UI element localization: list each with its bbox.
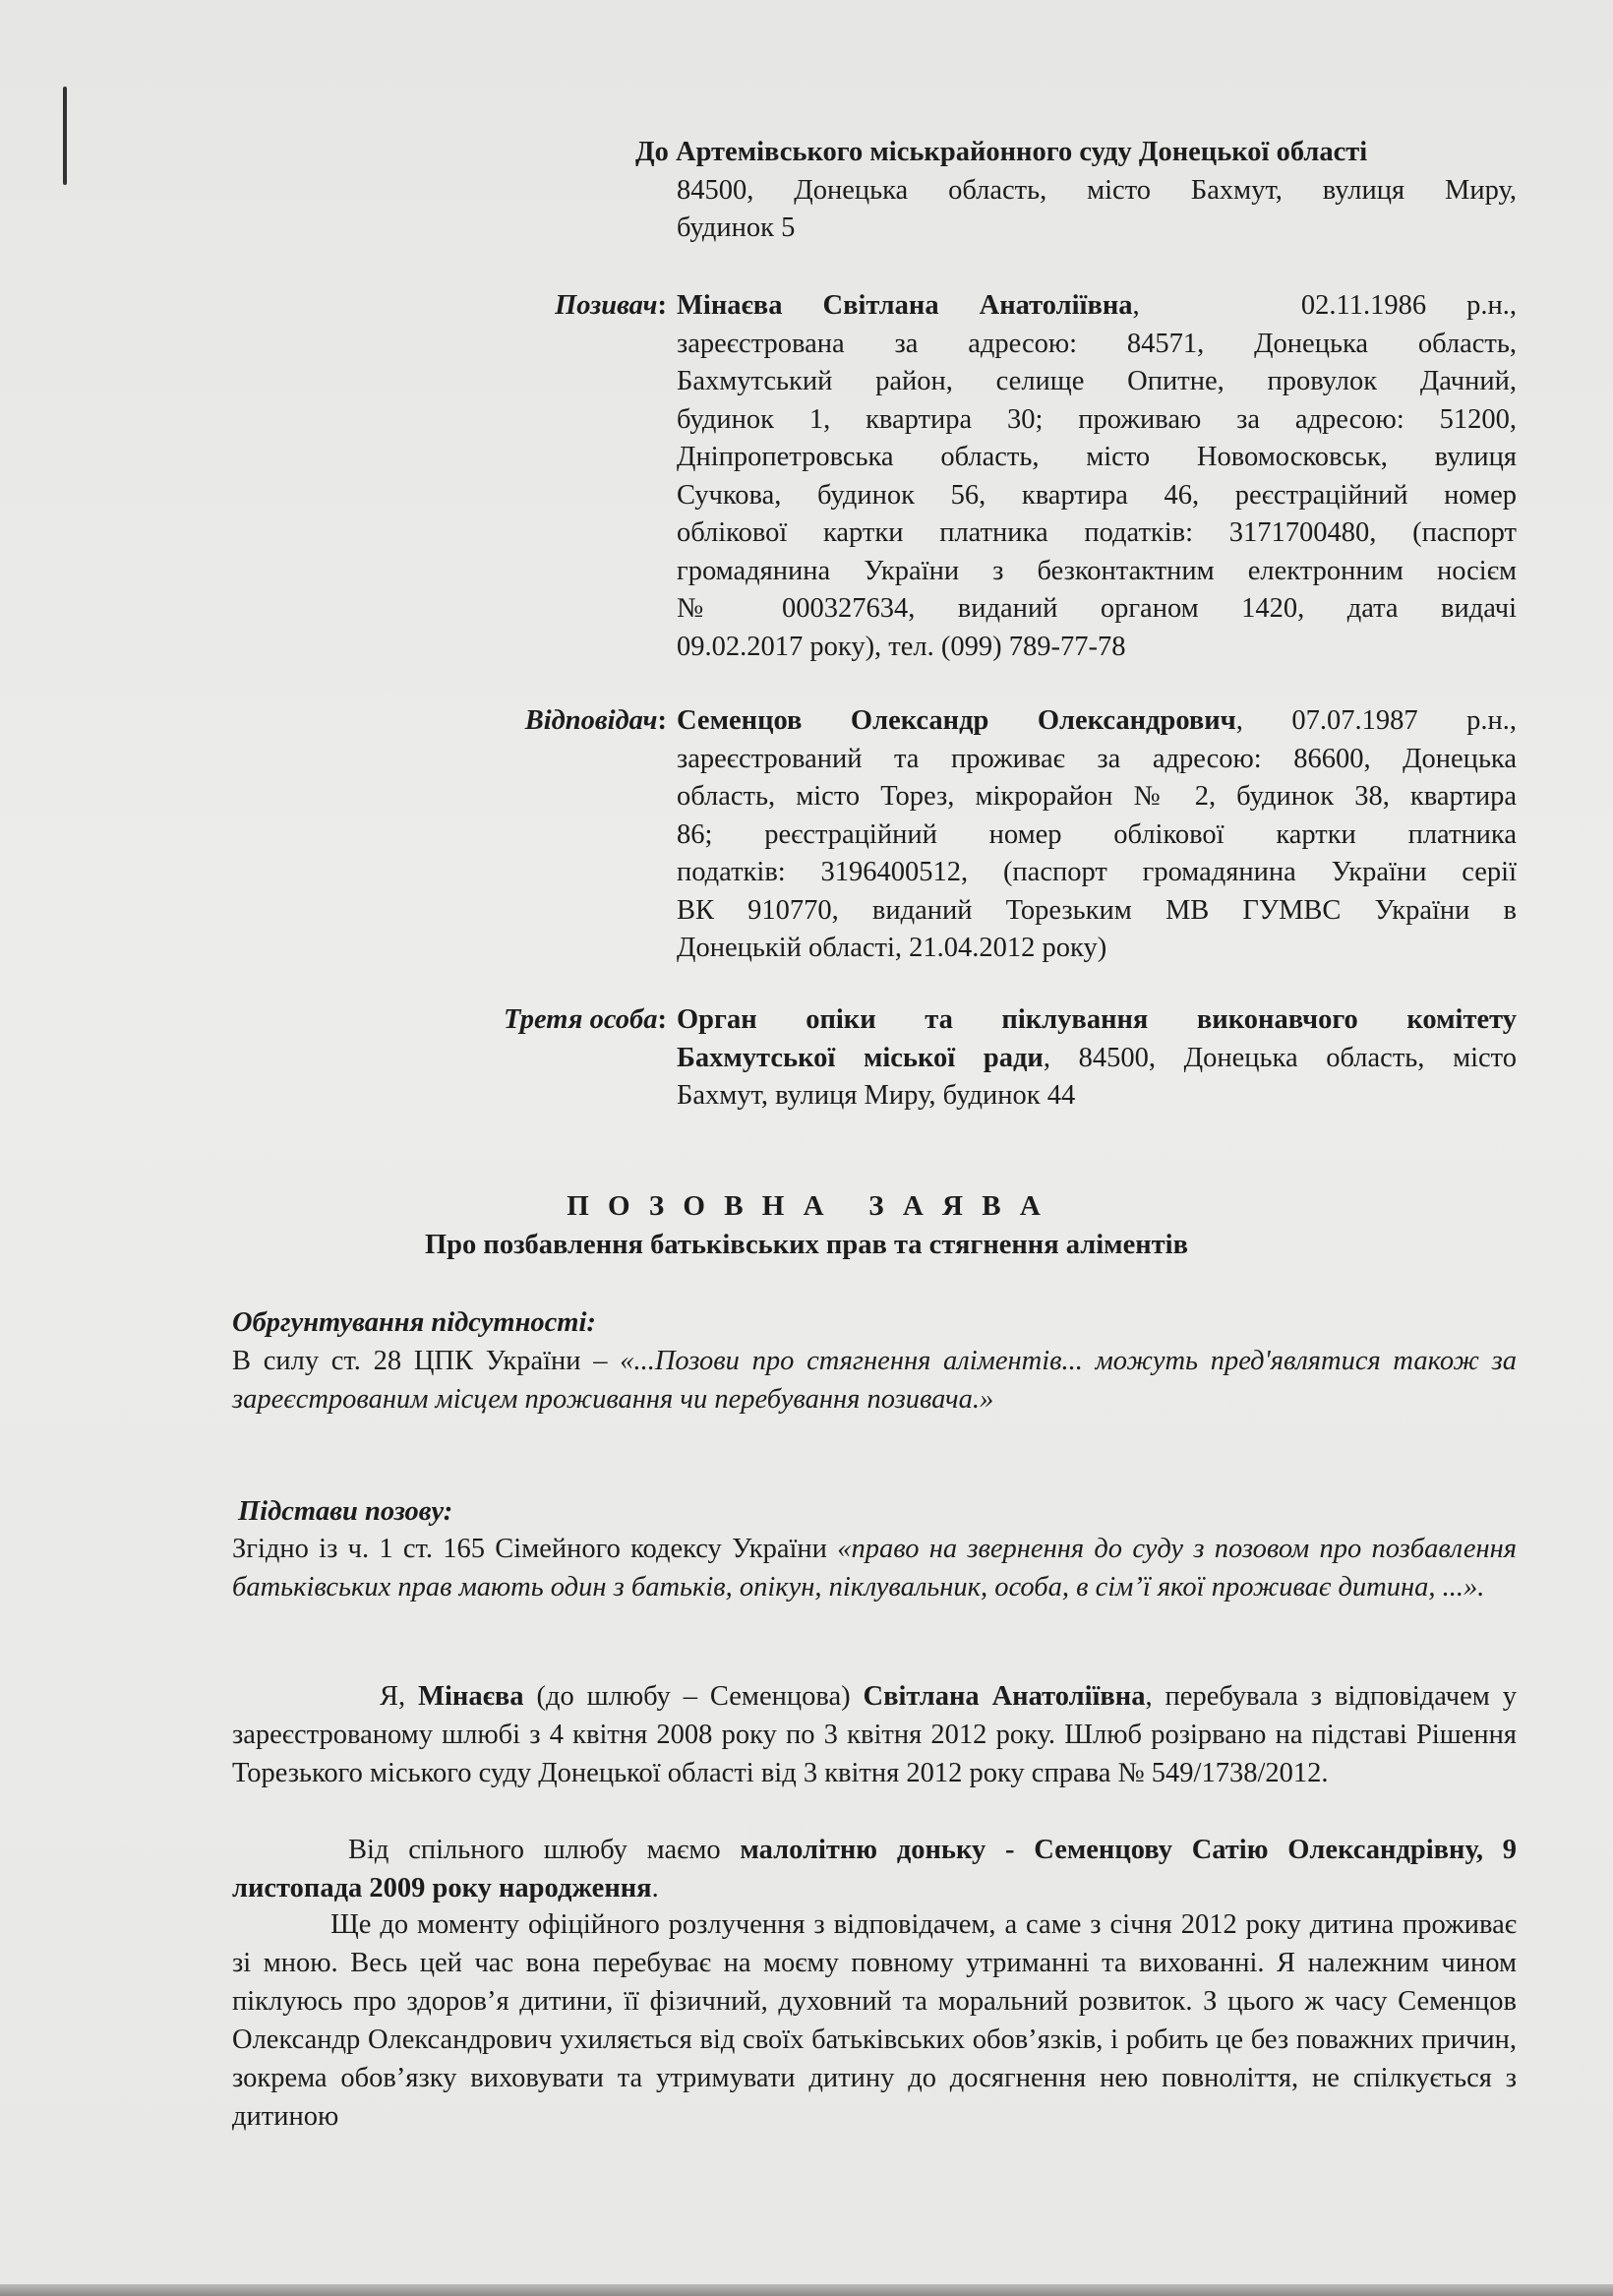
jurisdiction-text (232, 1342, 1517, 1419)
third-party-address: , 84500, Донецька область, місто (1043, 1042, 1517, 1073)
third-party-name-line2 (677, 1040, 1517, 1078)
p2-text: Від спільного шлюбу маємо (348, 1835, 741, 1865)
p2-text: . (651, 1873, 659, 1903)
body-paragraph-1 (232, 1677, 1517, 1792)
defendant-label: Відповідач: (524, 705, 667, 736)
body-paragraph-2 (232, 1831, 1517, 1907)
defendant-line: область, місто Торез, мікрорайон № 2, будинок 38, квартира (677, 781, 1517, 812)
defendant-first-line (677, 702, 1517, 741)
defendant-block (677, 702, 1517, 968)
third-party-label: Третя особа: (504, 1004, 667, 1035)
plaintiff-line: Бахмутський район, селище Опитне, провулок Дачний, (677, 366, 1517, 396)
court-address-line1: 84500, Донецька область, місто Бахмут, вулиця Миру, (677, 174, 1517, 206)
plaintiff-dob: 02.11.1986 р.н., (1300, 290, 1517, 321)
defendant-dob: , 07.07.1987 р.н., (1235, 705, 1517, 736)
plaintiff-line: облікової картки платника податків: 3171700480, (паспорт (677, 517, 1517, 548)
third-party-name-bold: Бахмутської міської ради (677, 1042, 1044, 1073)
p1-text: (до шлюбу – Семенцова) (523, 1681, 864, 1712)
grounds-text-quote: «право на звернення до суду з позовом про позбавлення батьківських прав мають один з батьків, опікун, піклувальник, особа, в сім’ї якої проживає дитина, ...». (232, 1534, 1517, 1602)
jurisdiction-text-plain: В силу ст. 28 ЦПК України – (232, 1346, 621, 1376)
court-addressee (635, 134, 1517, 248)
jurisdiction-text-quote: «...Позови про стягнення аліментів... можуть пред'являтися також за зареєстрованим місцем проживання чи перебування позивача.» (232, 1346, 1517, 1415)
third-party-block (677, 1001, 1517, 1116)
defendant-line: податків: 3196400512, (паспорт громадянина України серії (677, 857, 1517, 887)
defendant-name: Семенцов Олександр Олександрович (677, 705, 1236, 736)
plaintiff-name: Мінаєва Світлана Анатоліївна (677, 290, 1133, 321)
document-title: П О З О В Н А З А Я В А (567, 1190, 1046, 1222)
plaintiff-line: будинок 1, квартира 30; проживаю за адресою: 51200, (677, 403, 1517, 435)
plaintiff-line: зареєстрована за адресою: 84571, Донецька область, (677, 328, 1517, 359)
defendant-line: Донецькій області, 21.04.2012 року) (677, 933, 1107, 963)
plaintiff-line: Сучкова, будинок 56, квартира 46, реєстраційний номер (677, 479, 1517, 511)
defendant-line: зареєстрований та проживає за адресою: 86600, Донецька (677, 743, 1517, 774)
court-title: До Артемівського міськрайонного суду Донецької області (635, 137, 1368, 167)
plaintiff-line: № 000327634, виданий органом 1420, дата видачі (677, 593, 1517, 624)
third-party-name-line1: Орган опіки та піклування виконавчого комітету (677, 1004, 1517, 1035)
p2-child-info: малолітню доньку - Семенцову Сатію Олександрівну, 9 листопада 2009 року народження (232, 1835, 1517, 1903)
court-address-line2: будинок 5 (677, 212, 796, 243)
p1-text: , перебувала з відповідачем у зареєстрованому шлюбі з 4 квітня 2008 року по 3 квітня 2012 року. Шлюб розірвано на підставі Рішення Торезького міського суду Донецької області від 3 квітня 2012 року справа № 549/1738/2012. (232, 1681, 1517, 1788)
p1-surname: Мінаєва (418, 1681, 524, 1712)
third-party-line3: Бахмут, вулиця Миру, будинок 44 (677, 1080, 1076, 1111)
body-paragraph-3: Ще до моменту офіційного розлучення з відповідачем, а саме з січня 2012 року дитина проживає зі мною. Весь цей час вона перебуває на моєму повному утриманні та вихованні. Я належним чином піклуюсь про здоров’я дитини, її фізичний, духовний та моральний розвиток. З цього ж часу Семенцов Олександр Олександрович ухиляється від своїх батьківських обов’язків, і робить це без поважних причин, зокрема обов’язку виховувати та утримувати дитину до досягнення нею повноліття, не спілкується з дитиною (232, 1909, 1517, 2132)
jurisdiction-label: Обргунтування підсутності: (232, 1307, 596, 1338)
scan-bottom-edge (0, 2284, 1613, 2296)
defendant-line: 86; реєстраційний номер облікової картки платника (677, 818, 1517, 850)
p1-given-names: Світлана Анатоліївна (863, 1681, 1146, 1712)
defendant-line: ВК 910770, виданий Торезьким МВ ГУМВС України в (677, 894, 1517, 926)
scan-mark (63, 87, 67, 185)
plaintiff-first-line: Мінаєва Світлана Анатоліївна, 02.11.1986 р.н., (677, 290, 1517, 321)
grounds-text (232, 1530, 1517, 1606)
document-subtitle: Про позбавлення батьківських прав та стягнення аліментів (425, 1230, 1188, 1260)
grounds-text-plain: Згідно із ч. 1 ст. 165 Сімейного кодексу України (232, 1534, 838, 1564)
plaintiff-line: 09.02.2017 року), тел. (099) 789-77-78 (677, 631, 1126, 662)
grounds-label: Підстави позову: (238, 1496, 453, 1527)
plaintiff-block (677, 287, 1517, 666)
plaintiff-line: громадянина України з безконтактним електронним носієм (677, 555, 1517, 586)
plaintiff-line: Дніпропетровська область, місто Новомосковськ, вулиця (677, 442, 1517, 472)
plaintiff-label: Позивач: (555, 290, 667, 321)
p1-text: Я, (380, 1681, 419, 1712)
